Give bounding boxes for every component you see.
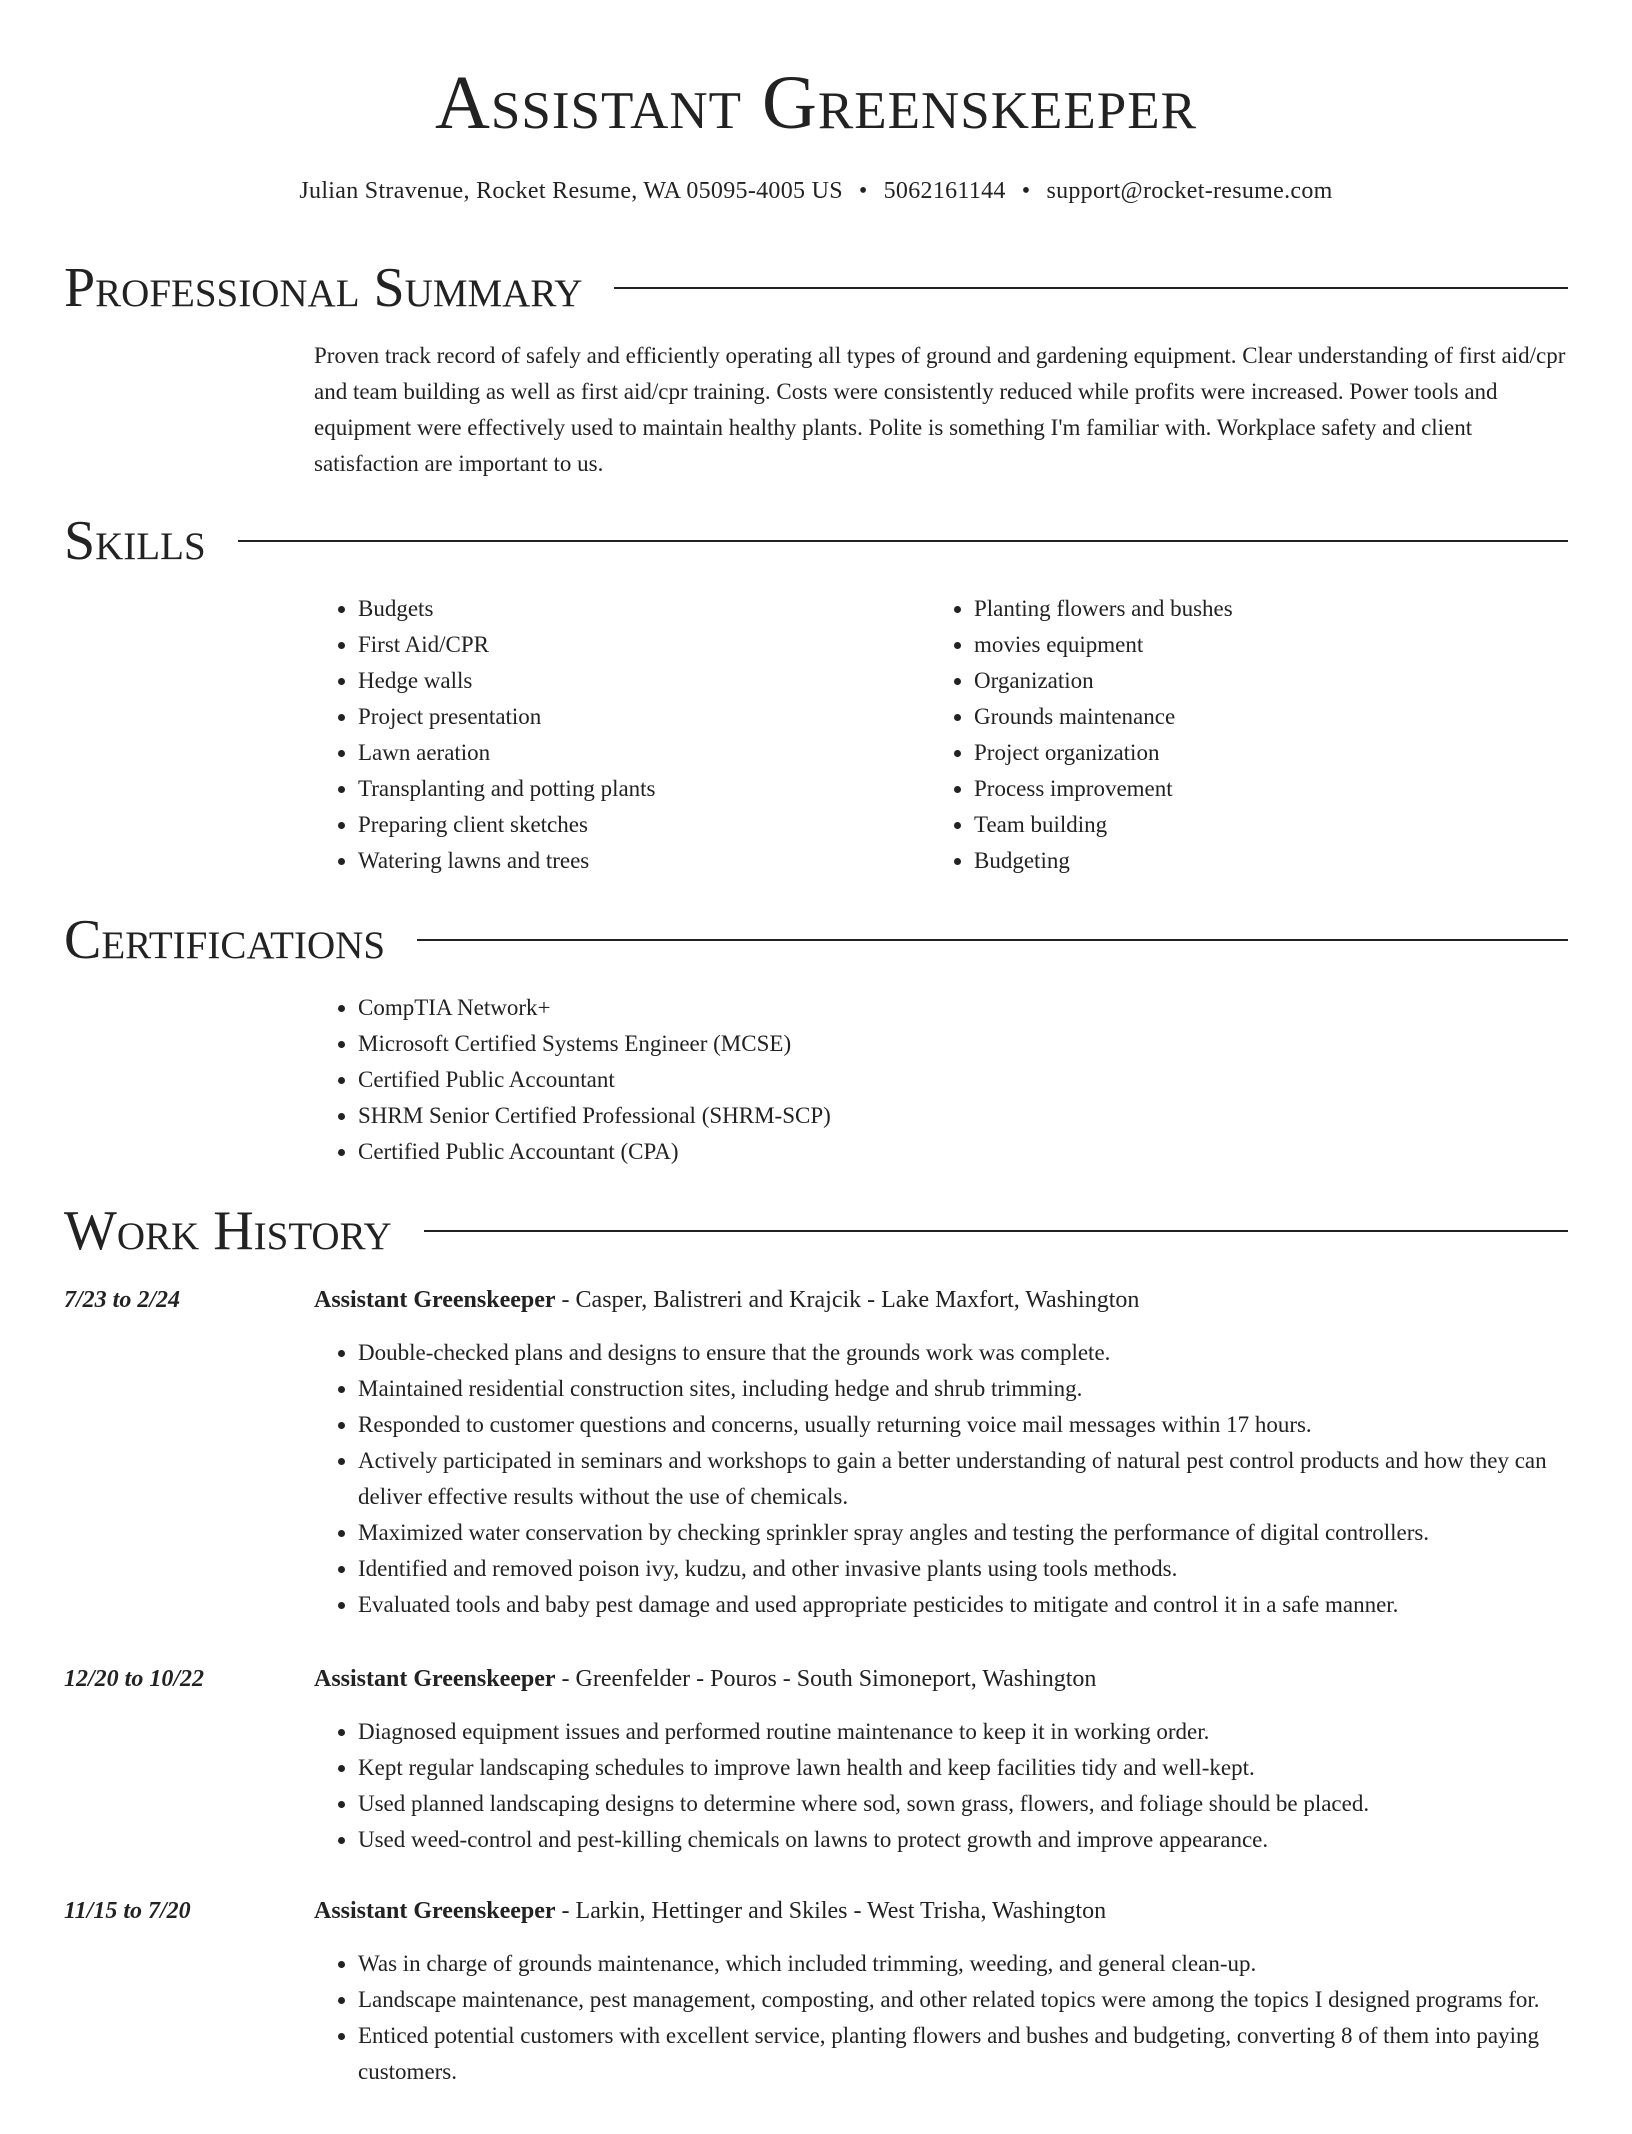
job-duty: • Maximized water conservation by checking sprinkler spray angles and testing the performance of digital controllers. — [358, 1515, 1584, 1551]
certifications-list — [314, 990, 1514, 1170]
section-title-work-history: Work History — [64, 1200, 392, 1262]
section-header-skills — [64, 506, 1568, 576]
job-duties — [314, 1946, 1584, 2090]
candidate-name: Assistant Greenskeeper — [435, 61, 1197, 145]
section-title-summary: Professional Summary — [64, 257, 583, 319]
skills-column-right — [930, 591, 1530, 879]
job-duty: • Evaluated tools and baby pest damage and used appropriate pesticides to mitigate and control it in a safe manner. — [358, 1587, 1584, 1623]
job-duty: • Actively participated in seminars and workshops to gain a better understanding of natural pest control products and how they can deliver effective results without the use of chemicals. — [358, 1443, 1584, 1515]
job-employer: - Greenfelder - Pouros - South Simoneport, Washington — [555, 1666, 1097, 1692]
section-divider — [424, 1230, 1568, 1232]
job-duties-list — [314, 1714, 1584, 1858]
contact-separator: • — [1021, 178, 1031, 204]
section-divider — [614, 287, 1568, 289]
section-header-certifications — [64, 905, 1568, 975]
skill-item: • Hedge walls — [358, 663, 914, 699]
skill-item: • First Aid/CPR — [358, 627, 914, 663]
job-role: Assistant Greenskeeper — [314, 1898, 556, 1924]
job-entry — [64, 1283, 1568, 1633]
job-dates: 11/15 to 7/20 — [64, 1898, 191, 1924]
contact-address: Julian Stravenue, Rocket Resume, WA 05095-4005 US — [299, 178, 843, 204]
skill-item: • Project presentation — [358, 699, 914, 735]
skill-item: • Transplanting and potting plants — [358, 771, 914, 807]
skill-item: • Budgeting — [974, 843, 1530, 879]
skill-item: • movies equipment — [974, 627, 1530, 663]
job-duty: • Maintained residential construction sites, including hedge and shrub trimming. — [358, 1371, 1584, 1407]
contact-line — [0, 176, 1632, 206]
job-role: Assistant Greenskeeper — [314, 1666, 556, 1692]
job-duty: • Kept regular landscaping schedules to improve lawn health and keep facilities tidy and well-kept. — [358, 1750, 1584, 1786]
section-header-work-history — [64, 1196, 1568, 1266]
skill-item: • Organization — [974, 663, 1530, 699]
job-duty: • Double-checked plans and designs to ensure that the grounds work was complete. — [358, 1335, 1584, 1371]
skills-column-left — [314, 591, 914, 879]
job-duties — [314, 1335, 1584, 1623]
certification-item: • Certified Public Accountant — [358, 1062, 1514, 1098]
contact-separator: • — [858, 178, 868, 204]
skill-item: • Process improvement — [974, 771, 1530, 807]
job-header — [314, 1894, 1106, 1928]
skill-item: • Project organization — [974, 735, 1530, 771]
section-title-skills: Skills — [64, 510, 206, 572]
job-duties-list — [314, 1335, 1584, 1623]
certification-item: • Microsoft Certified Systems Engineer (MCSE) — [358, 1026, 1514, 1062]
job-employer: - Casper, Balistreri and Krajcik - Lake Maxfort, Washington — [555, 1287, 1140, 1313]
job-duty: • Used weed-control and pest-killing chemicals on lawns to protect growth and improve appearance. — [358, 1822, 1584, 1858]
job-dates: 12/20 to 10/22 — [64, 1666, 205, 1692]
skill-item: • Team building — [974, 807, 1530, 843]
job-duty: • Identified and removed poison ivy, kudzu, and other invasive plants using tools methods. — [358, 1551, 1584, 1587]
section-header-summary — [64, 253, 1568, 323]
job-duty: • Was in charge of grounds maintenance, which included trimming, weeding, and general clean-up. — [358, 1946, 1584, 1982]
skill-item: • Budgets — [358, 591, 914, 627]
certifications-block — [314, 990, 1514, 1170]
job-role: Assistant Greenskeeper — [314, 1287, 556, 1313]
contact-email: support@rocket-resume.com — [1046, 178, 1333, 204]
job-entry — [64, 1662, 1568, 1882]
skill-item: • Lawn aeration — [358, 735, 914, 771]
job-duty: • Landscape maintenance, pest management, composting, and other related topics were among the topics I designed programs for. — [358, 1982, 1584, 2018]
job-header — [314, 1662, 1096, 1696]
job-entry — [64, 1894, 1568, 2134]
job-duties-list — [314, 1946, 1584, 2090]
certification-item: • SHRM Senior Certified Professional (SHRM-SCP) — [358, 1098, 1514, 1134]
job-duty: • Diagnosed equipment issues and performed routine maintenance to keep it in working order. — [358, 1714, 1584, 1750]
skill-item: • Preparing client sketches — [358, 807, 914, 843]
skills-list-left — [314, 591, 914, 879]
certification-item: • Certified Public Accountant (CPA) — [358, 1134, 1514, 1170]
skill-item: • Grounds maintenance — [974, 699, 1530, 735]
job-duties — [314, 1714, 1584, 1858]
section-divider — [238, 540, 1568, 542]
certification-item: • CompTIA Network+ — [358, 990, 1514, 1026]
contact-phone: 5062161144 — [883, 178, 1006, 204]
job-duty: • Enticed potential customers with excellent service, planting flowers and bushes and budgeting, converting 8 of them into paying customers. — [358, 2018, 1584, 2090]
skills-list-right — [930, 591, 1530, 879]
summary-text: Proven track record of safely and efficiently operating all types of ground and gardening equipment. Clear understanding of first aid/cpr and team building as well as first aid/cpr training. Costs were consistently reduced while profits were increased. Power tools and equipment were effectively used to maintain healthy plants. Polite is something I'm familiar with. Workplace safety and client satisfaction are important to us. — [314, 343, 1566, 476]
job-dates: 7/23 to 2/24 — [64, 1287, 181, 1313]
job-duty: • Used planned landscaping designs to determine where sod, sown grass, flowers, and foliage should be placed. — [358, 1786, 1584, 1822]
section-divider — [417, 939, 1568, 941]
skill-item: • Watering lawns and trees — [358, 843, 914, 879]
job-header — [314, 1283, 1139, 1317]
skill-item: • Planting flowers and bushes — [974, 591, 1530, 627]
section-title-certifications: Certifications — [64, 909, 386, 971]
job-employer: - Larkin, Hettinger and Skiles - West Trisha, Washington — [555, 1898, 1107, 1924]
job-duty: • Responded to customer questions and concerns, usually returning voice mail messages within 17 hours. — [358, 1407, 1584, 1443]
